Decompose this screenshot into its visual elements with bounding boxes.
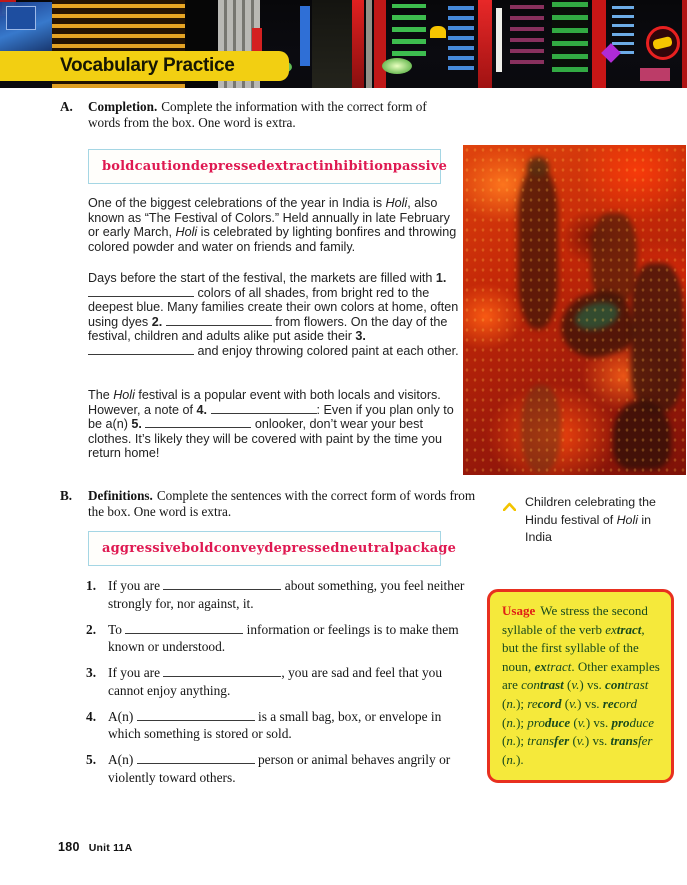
usage-box: [487, 589, 674, 783]
photo-shape: [430, 26, 446, 38]
section-b-name: Definitions.: [88, 488, 153, 503]
page-title: Vocabulary Practice: [60, 55, 235, 76]
usage-label: Usage: [502, 603, 536, 618]
caption-chevron-icon: [503, 498, 516, 547]
photo-shape: [366, 0, 372, 88]
unit-label: Unit 11A: [88, 842, 133, 854]
section-b-instructions: Complete the sentences with the correct form of words from the box. One word is extra.: [88, 488, 476, 519]
fill-in-blank: [125, 623, 243, 634]
word-item: inhibition: [318, 159, 393, 174]
photo-shape: [312, 0, 352, 88]
fill-in-blank: [145, 417, 251, 428]
photo-shape: [374, 0, 386, 88]
item-text: A(n) person or animal behaves angrily or violently toward others.: [108, 752, 451, 785]
usage-body: We stress the second syllable of the verb extract, but the first syllable of the noun, extract. Other examples are contrast (v.) vs. contrast (n.); record (v.) vs. record (n.); produce (v.) vs. produce (n.); transfer (v.) vs. transfer (n.).: [502, 603, 660, 767]
fill-in-blank: [211, 403, 317, 414]
title-banner: [0, 51, 289, 81]
holi-festival-photo: [463, 145, 686, 475]
item-number: 4.: [86, 708, 97, 724]
word-item: aggressive: [102, 541, 182, 556]
section-a-heading: [60, 99, 438, 130]
photo-shape: [552, 0, 588, 72]
photo-shape: [6, 6, 36, 30]
word-box-a: [88, 149, 448, 184]
photo-shape: [382, 58, 412, 74]
photo-shape: [448, 0, 474, 70]
passage-paragraph-1: One of the biggest celebrations of the year in India is Holi, also known as “The Festival of Colors.” Held annually in late February or early March, Holi is celebrated by lighting bonfires and throwing colored powder and water on friends and family.: [88, 196, 457, 254]
word-box-b: [88, 531, 457, 566]
photo-shape: [510, 4, 544, 64]
item-number: 2.: [86, 621, 97, 637]
word-item: convey: [213, 541, 265, 556]
fill-in-blank: [88, 344, 194, 355]
photo-shape: [392, 4, 426, 56]
photo-caption: [503, 494, 671, 547]
fill-in-blank: [137, 710, 255, 721]
photo-shape: [682, 0, 687, 88]
definition-item: [86, 621, 466, 656]
section-b-heading: [60, 488, 480, 519]
photo-shape: [478, 0, 492, 88]
item-text: If you are about something, you feel neither strongly for, nor against, it.: [108, 578, 465, 611]
item-number: 5.: [86, 752, 97, 767]
definition-item: [86, 708, 466, 743]
definition-item: [86, 664, 466, 699]
section-b-label: B.: [60, 488, 73, 503]
item-number: 3.: [86, 665, 97, 680]
item-text: To information or feelings is to make them known or understood.: [108, 621, 459, 654]
photo-shape: [592, 0, 606, 88]
caption-text: Children celebrating the Hindu festival of Holi in India: [525, 495, 656, 544]
fill-in-blank: [163, 579, 281, 590]
item-number: 1.: [86, 578, 97, 593]
word-item: depressed: [264, 541, 340, 556]
item-text: A(n) is a small bag, box, or envelope in which something is stored or sold.: [108, 708, 442, 741]
page-footer: [58, 840, 132, 854]
passage-paragraph-3: The Holi festival is a popular event with both locals and visitors. However, a note of 4. : Even if you plan only to be a(n) 5. onlooker, don’t wear your best clothes. It’s likely they will be covered with paint by the time you return home!: [88, 388, 454, 461]
word-item: extract: [266, 159, 319, 174]
fill-in-blank: [163, 666, 281, 677]
fill-in-blank: [88, 286, 194, 297]
section-a-name: Completion.: [88, 99, 158, 114]
word-item: passive: [392, 159, 448, 174]
word-item: caution: [134, 159, 191, 174]
fill-in-blank: [137, 753, 255, 764]
section-a-label: A.: [60, 99, 73, 114]
photo-shape: [496, 8, 502, 72]
definition-item: [86, 577, 466, 612]
word-item: bold: [181, 541, 214, 556]
word-item: package: [394, 541, 457, 556]
section-a-instructions: Complete the information with the correct form of words from the box. One word is extra.: [88, 99, 427, 130]
photo-shape: [352, 0, 364, 88]
fill-in-blank: [166, 315, 272, 326]
definitions-list: [86, 577, 466, 795]
word-item: bold: [102, 159, 135, 174]
word-item: depressed: [190, 159, 267, 174]
word-item: neutral: [339, 541, 395, 556]
passage-paragraph-2: Days before the start of the festival, the markets are filled with 1. colors of all shades, from bright red to the deepest blue. Many families create their own colors at home, often using dyes 2. from flowers. On the day of the festival, children and adults alike put aside their 3. and enjoy throwing colored paint at each other.: [88, 271, 459, 358]
item-text: If you are , you are sad and feel that you cannot enjoy anything.: [108, 665, 443, 698]
page-number: 180: [58, 840, 80, 854]
definition-item: [86, 751, 466, 786]
photo-shape: [640, 68, 670, 81]
photo-shape: [300, 6, 310, 66]
photo-shape: [463, 145, 686, 475]
